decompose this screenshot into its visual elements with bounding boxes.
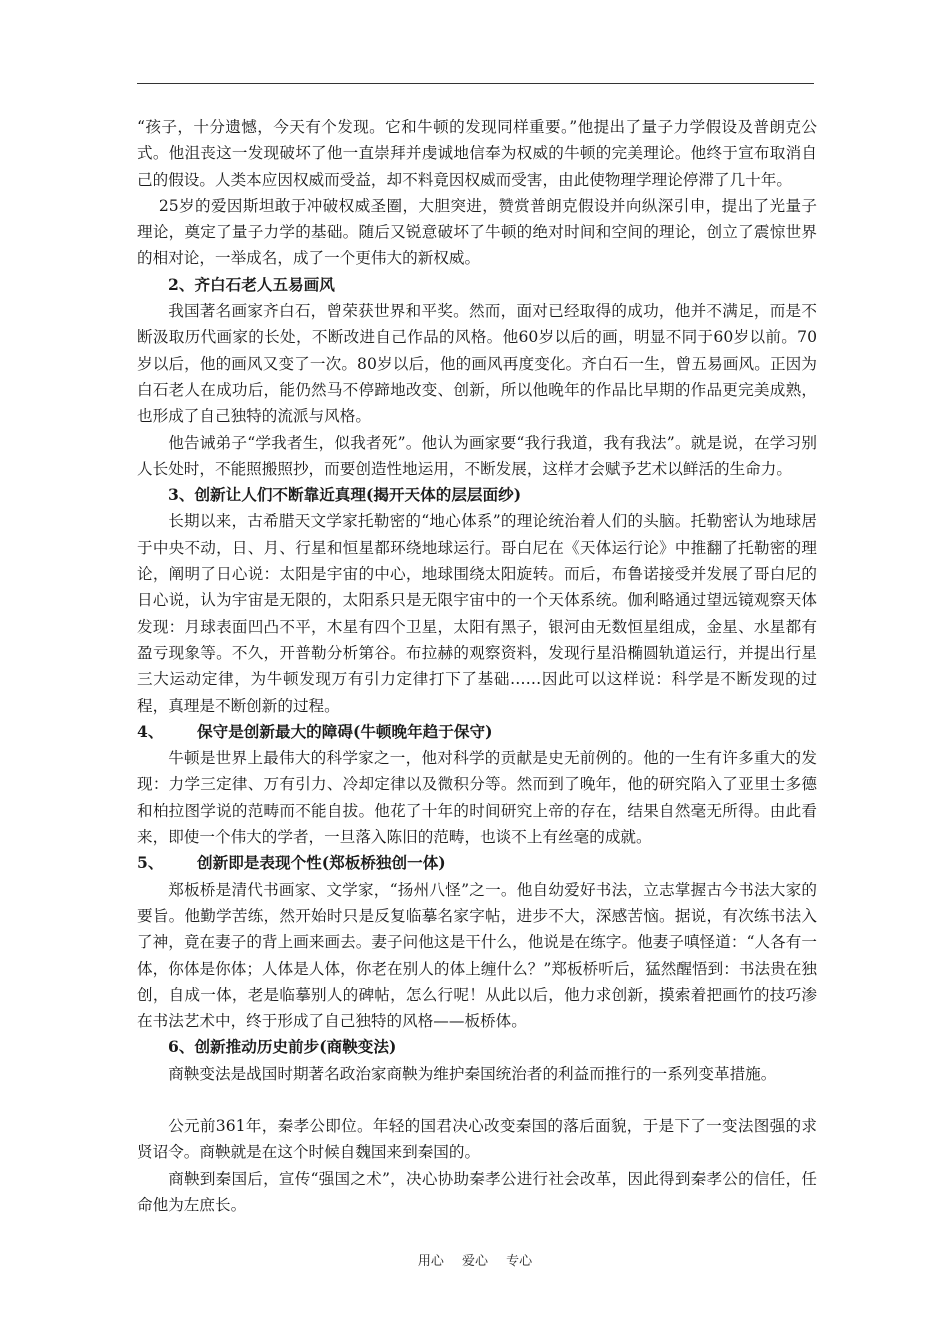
heading-number: 3、 (168, 485, 195, 505)
paragraph: 牛顿是世界上最伟大的科学家之一，他对科学的贡献是史无前例的。他的一生有许多重大的发现：力学三定律、万有引力、冷却定律以及微积分等。然而到了晚年，他的研究陷入了亚里士多德和柏拉图学说的范畴而不能自拔。他花了十年的时间研究上帝的存在，结果自然毫无所得。由此看来，即使一个伟大的学者，一旦落入陈旧的范畴，也谈不上有丝毫的成就。 (137, 749, 817, 847)
paragraph: 商鞅到秦国后，宣传“强国之术”，决心协助秦孝公进行社会改革，因此得到秦孝公的信任，任命他为左庶长。 (137, 1169, 817, 1214)
heading-title: 齐白石老人五易画风 (194, 274, 335, 294)
section-heading (137, 482, 817, 508)
blank-line (137, 1087, 817, 1113)
document-body (137, 114, 817, 1218)
section-heading (137, 850, 817, 876)
section-heading (137, 719, 817, 745)
header-rule (137, 83, 814, 84)
heading-title: 创新让人们不断靠近真理(揭开天体的层层面纱) (194, 485, 522, 505)
heading-number: 4、 (137, 721, 164, 741)
paragraph: 我国著名画家齐白石，曾荣获世界和平奖。然而，面对已经取得的成功，他并不满足，而是不断汲取历代画家的长处，不断改进自己作品的风格。他60岁以后的画，明显不同于60岁以前。70岁以后，他的画风又变了一次。80岁以后，他的画风再度变化。齐白石一生，曾五易画风。正因为白石老人在成功后，能仍然马不停蹄地改变、创新，所以他晚年的作品比早期的作品更完美成熟，也形成了自己独特的流派与风格。 (137, 302, 817, 426)
heading-number: 6、 (168, 1037, 195, 1057)
heading-number: 2、 (168, 274, 195, 294)
heading-title: 保守是创新最大的障碍(牛顿晚年趋于保守) (197, 721, 493, 741)
section-heading (137, 272, 817, 298)
paragraph: 长期以来，古希腊天文学家托勒密的“地心体系”的理论统治着人们的头脑。托勒密认为地球居于中央不动，日、月、行星和恒星都环绕地球运行。哥白尼在《天体运行论》中推翻了托勒密的理论，阐明了日心说：太阳是宇宙的中心，地球围绕太阳旋转。而后，布鲁诺接受并发展了哥白尼的日心说，认为宇宙是无限的，太阳系只是无限宇宙中的一个天体系统。伽利略通过望远镜观察天体发现：月球表面凹凸不平，木星有四个卫星，太阳有黑子，银河由无数恒星组成，金星、水星都有盈亏现象等。不久，开普勒分析第谷。布拉赫的观察资料，发现行星沿椭圆轨道运行，并提出行星三大运动定律，为牛顿发现万有引力定律打下了基础……因此可以这样说：科学是不断发现的过程，真理是不断创新的过程。 (137, 512, 817, 715)
page-footer (0, 1250, 950, 1269)
footer-text: 专心 (506, 1254, 533, 1269)
section-heading (137, 1034, 817, 1060)
footer-text: 用心 (417, 1254, 444, 1269)
paragraph: 郑板桥是清代书画家、文学家，“扬州八怪”之一。他自幼爱好书法，立志掌握古今书法大家的要旨。他勤学苦练，然开始时只是反复临摹名家字帖，进步不大，深感苦恼。据说，有次练书法入了神，竟在妻子的背上画来画去。妻子问他这是干什么，他说是在练字。他妻子嗔怪道：“人各有一体，你体是你体；人体是人体，你老在别人的体上缠什么？”郑板桥听后，猛然醒悟到：书法贵在独创，自成一体，老是临摹别人的碑帖，怎么行呢！从此以后，他力求创新，摸索着把画竹的技巧渗在书法艺术中，终于形成了自己独特的风格——板桥体。 (137, 880, 817, 1031)
heading-number: 5、 (137, 853, 164, 873)
paragraph: 25岁的爱因斯坦敢于冲破权威圣圈，大胆突进，赞赏普朗克假设并向纵深引申，提出了光量子理论，奠定了量子力学的基础。随后又锐意破坏了牛顿的绝对时间和空间的理论，创立了震惊世界的相对论，一举成名，成了一个更伟大的新权威。 (137, 196, 817, 268)
paragraph: “孩子，十分遗憾，今天有个发现。它和牛顿的发现同样重要。”他提出了量子力学假设及普朗克公式。他沮丧这一发现破坏了他一直崇拜并虔诚地信奉为权威的牛顿的完美理论。他终于宣布取消自己的假设。人类本应因权威而受益，却不料竟因权威而受害，由此使物理学理论停滞了几十年。 (137, 118, 817, 189)
heading-title: 创新推动历史前步(商鞅变法) (194, 1037, 397, 1057)
heading-title: 创新即是表现个性(郑板桥独创一体) (197, 853, 446, 873)
paragraph: 公元前361年，秦孝公即位。年轻的国君决心改变秦国的落后面貌，于是下了一变法图强的求贤诏令。商鞅就是在这个时候自魏国来到秦国的。 (137, 1116, 817, 1162)
paragraph: 商鞅变法是战国时期著名政治家商鞅为维护秦国统治者的利益而推行的一系列变革措施。 (168, 1064, 777, 1083)
paragraph: 他告诫弟子“学我者生，似我者死”。他认为画家要“我行我道，我有我法”。就是说，在学习别人长处时，不能照搬照抄，而要创造性地运用，不断发展，这样才会赋予艺术以鲜活的生命力。 (137, 433, 817, 478)
footer-text: 爱心 (461, 1254, 488, 1269)
